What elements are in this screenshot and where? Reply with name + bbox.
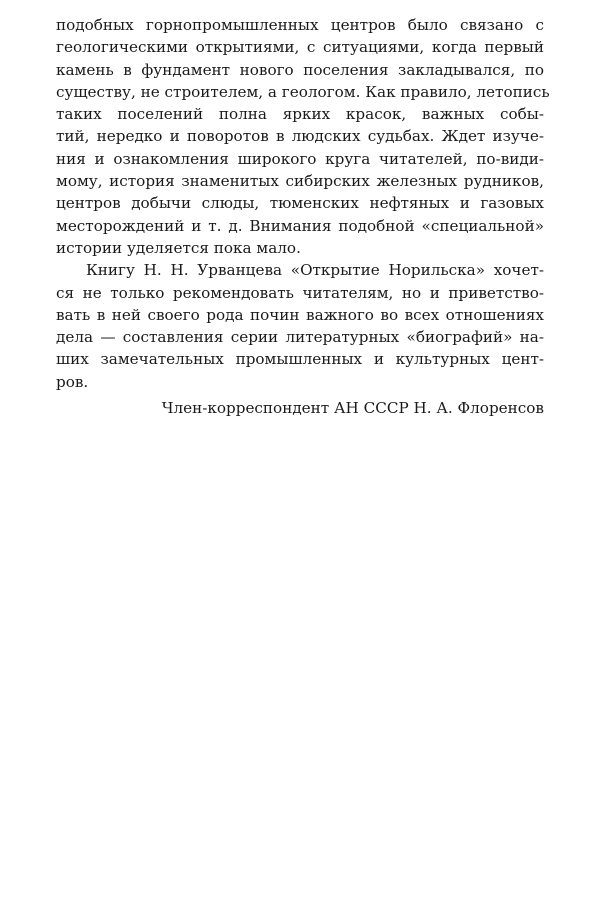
text-line: вать в ней своего рода почин важного во всех отношениях [56, 305, 544, 324]
author-signature: Член-корреспондент АН СССР Н. А. Флоренсов [161, 399, 544, 418]
text-line: дела — составления серии литературных «биографий» на- [56, 328, 544, 347]
paragraph-1 [56, 14, 550, 259]
text-line: ров. [56, 372, 89, 391]
document-page [56, 14, 550, 421]
text-line: таких поселений полна ярких красок, важных собы- [56, 105, 544, 124]
paragraph-2 [56, 259, 544, 393]
text-line: камень в фундамент нового поселения закладывался, по [56, 60, 544, 79]
text-line: подобных горнопромышленных центров было связано с [56, 16, 544, 34]
text-line: месторождений и т. д. Внимания подобной «специальной» [56, 216, 544, 235]
text-line: геологическими открытиями, с ситуациями, когда первый [56, 38, 544, 57]
text-line: мому, история знаменитых сибирских железных рудников, [56, 172, 544, 191]
text-line: ся не только рекомендовать читателям, но и приветство- [56, 283, 544, 302]
text-line: тий, нередко и поворотов в людских судьбах. Ждет изуче- [56, 127, 544, 146]
text-line: ния и ознакомления широкого круга читателей, по-види- [56, 149, 544, 168]
text-line: центров добычи слюды, тюменских нефтяных и газовых [56, 194, 544, 213]
text-line: Книгу Н. Н. Урванцева «Открытие Норильска» хочет- [86, 261, 544, 280]
text-line: истории уделяется пока мало. [56, 238, 301, 257]
text-line: ших замечательных промышленных и культурных цент- [56, 350, 544, 369]
text-line: существу, не строителем, а геологом. Как правило, летопись [56, 82, 550, 101]
